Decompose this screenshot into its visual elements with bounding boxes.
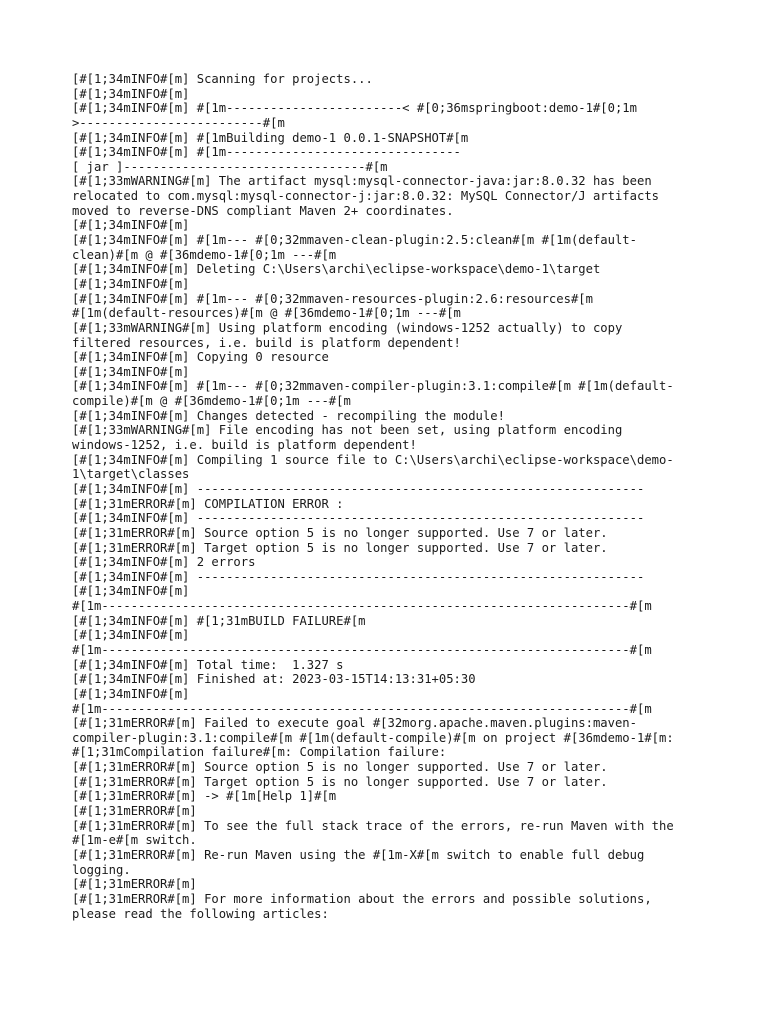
- log-line: #[1;31mCompilation failure#[m: Compilation failure:: [72, 745, 447, 760]
- log-line: [#[1;31mERROR#[m] To see the full stack trace of the errors, re-run Maven with the: [72, 818, 674, 833]
- log-line: [#[1;31mERROR#[m] -> #[1m[Help 1]#[m: [72, 789, 337, 804]
- log-line: logging.: [72, 862, 131, 877]
- log-line: [#[1;33mWARNING#[m] The artifact mysql:mysql-connector-java:jar:8.0.32 has been: [72, 174, 652, 189]
- log-line: [#[1;34mINFO#[m] Finished at: 2023-03-15T14:13:31+05:30: [72, 672, 476, 687]
- log-line: [#[1;31mERROR#[m] Failed to execute goal #[32morg.apache.maven.plugins:maven-: [72, 716, 637, 731]
- log-line: [#[1;34mINFO#[m]: [72, 86, 190, 101]
- log-line: [#[1;33mWARNING#[m] Using platform encoding (windows-1252 actually) to copy: [72, 320, 623, 335]
- log-line: [#[1;31mERROR#[m] Target option 5 is no longer supported. Use 7 or later.: [72, 540, 608, 555]
- log-line: 1\target\classes: [72, 467, 190, 482]
- log-line: [#[1;31mERROR#[m]: [72, 804, 197, 819]
- log-line: [ jar ]---------------------------------#[m: [72, 159, 388, 174]
- log-line: >-------------------------#[m: [72, 115, 285, 130]
- log-line: [#[1;31mERROR#[m] COMPILATION ERROR :: [72, 496, 344, 511]
- log-line: [#[1;34mINFO#[m]: [72, 584, 190, 599]
- log-line: [#[1;34mINFO#[m] #[1m--------------------------------: [72, 145, 461, 160]
- log-line: [#[1;34mINFO#[m] Scanning for projects...: [72, 72, 373, 86]
- log-line: [#[1;34mINFO#[m] Total time: 1.327 s: [72, 657, 344, 672]
- log-line: compile)#[m @ #[36mdemo-1#[0;1m ---#[m: [72, 394, 351, 409]
- log-line: #[1m(default-resources)#[m @ #[36mdemo-1#[0;1m ---#[m: [72, 306, 461, 321]
- log-line: clean)#[m @ #[36mdemo-1#[0;1m ---#[m: [72, 247, 337, 262]
- log-line: #[1m------------------------------------------------------------------------#[m: [72, 599, 652, 614]
- log-line: [#[1;34mINFO#[m] Copying 0 resource: [72, 350, 329, 365]
- build-log: [72, 72, 712, 921]
- log-line: [#[1;31mERROR#[m] For more information about the errors and possible solutions,: [72, 891, 652, 906]
- log-line: [#[1;34mINFO#[m] #[1m------------------------< #[0;36mspringboot:demo-1#[0;1m: [72, 101, 637, 116]
- log-line: [#[1;34mINFO#[m] -------------------------------------------------------------: [72, 511, 645, 526]
- log-line: [#[1;31mERROR#[m] Source option 5 is no longer supported. Use 7 or later.: [72, 760, 608, 775]
- log-line: [#[1;34mINFO#[m]: [72, 276, 190, 291]
- log-line: [#[1;34mINFO#[m] #[1m--- #[0;32mmaven-resources-plugin:2.6:resources#[m: [72, 291, 593, 306]
- log-line: please read the following articles:: [72, 906, 329, 921]
- log-line: #[1m------------------------------------------------------------------------#[m: [72, 701, 652, 716]
- document-page: [72, 72, 712, 952]
- log-line: [#[1;34mINFO#[m] #[1;31mBUILD FAILURE#[m: [72, 613, 366, 628]
- log-line: [#[1;31mERROR#[m] Source option 5 is no longer supported. Use 7 or later.: [72, 525, 608, 540]
- log-line: [#[1;34mINFO#[m] -------------------------------------------------------------: [72, 569, 645, 584]
- log-line: [#[1;31mERROR#[m]: [72, 877, 197, 892]
- log-line: relocated to com.mysql:mysql-connector-j:jar:8.0.32: MySQL Connector/J artifacts: [72, 189, 659, 204]
- log-line: filtered resources, i.e. build is platform dependent!: [72, 335, 461, 350]
- log-line: windows-1252, i.e. build is platform dependent!: [72, 438, 417, 453]
- log-line: #[1m-e#[m switch.: [72, 833, 197, 848]
- log-line: [#[1;34mINFO#[m] #[1m--- #[0;32mmaven-clean-plugin:2.5:clean#[m #[1m(default-: [72, 233, 637, 248]
- log-line: [#[1;34mINFO#[m] Deleting C:\Users\archi\eclipse-workspace\demo-1\target: [72, 262, 601, 277]
- log-line: [#[1;34mINFO#[m]: [72, 218, 190, 233]
- log-line: [#[1;33mWARNING#[m] File encoding has not been set, using platform encoding: [72, 423, 623, 438]
- log-line: #[1m------------------------------------------------------------------------#[m: [72, 642, 652, 657]
- log-line: [#[1;34mINFO#[m]: [72, 628, 190, 643]
- log-line: [#[1;34mINFO#[m] #[1m--- #[0;32mmaven-compiler-plugin:3.1:compile#[m #[1m(default-: [72, 379, 674, 394]
- log-line: [#[1;34mINFO#[m] 2 errors: [72, 555, 256, 570]
- log-line: moved to reverse-DNS compliant Maven 2+ coordinates.: [72, 203, 454, 218]
- log-line: [#[1;34mINFO#[m] Compiling 1 source file to C:\Users\archi\eclipse-workspace\demo-: [72, 452, 674, 467]
- log-line: [#[1;34mINFO#[m]: [72, 364, 190, 379]
- log-line: compiler-plugin:3.1:compile#[m #[1m(default-compile)#[m on project #[36mdemo-1#[m:: [72, 730, 674, 745]
- log-line: [#[1;31mERROR#[m] Target option 5 is no longer supported. Use 7 or later.: [72, 774, 608, 789]
- log-line: [#[1;34mINFO#[m] Changes detected - recompiling the module!: [72, 408, 505, 423]
- log-line: [#[1;31mERROR#[m] Re-run Maven using the #[1m-X#[m switch to enable full debug: [72, 847, 645, 862]
- log-line: [#[1;34mINFO#[m]: [72, 686, 190, 701]
- log-line: [#[1;34mINFO#[m] #[1mBuilding demo-1 0.0.1-SNAPSHOT#[m: [72, 130, 469, 145]
- log-line: [#[1;34mINFO#[m] -------------------------------------------------------------: [72, 481, 645, 496]
